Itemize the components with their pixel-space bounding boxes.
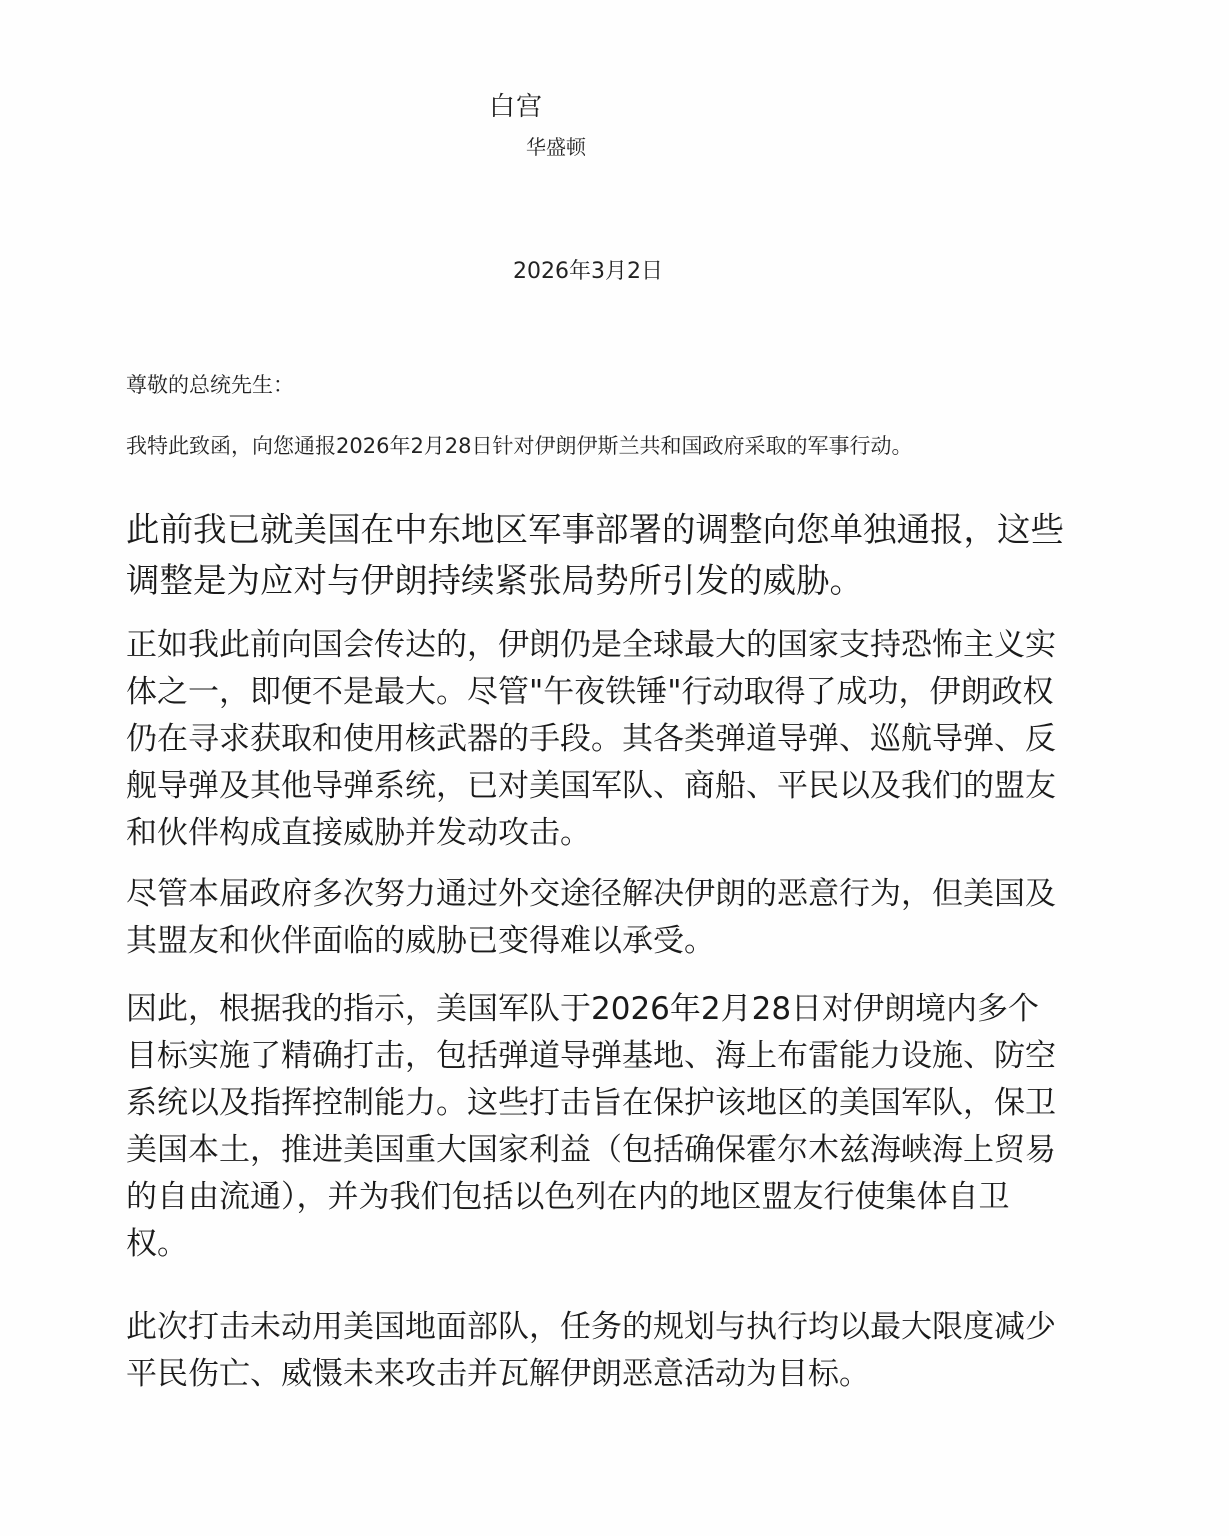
letter-date: 2026年3月2日	[513, 259, 663, 284]
body-paragraph-2: 正如我此前向国会传达的，伊朗仍是全球最大的国家支持恐怖主义实体之一，即便不是最大。尽管"午夜铁锤"行动取得了成功，伊朗政权仍在寻求获取和使用核武器的手段。其各类弹道导弹、巡航导弹、反舰导弹及其他导弹系统，已对美国军队、商船、平民以及我们的盟友和伙伴构成直接威胁并发动攻击。	[126, 627, 1056, 851]
body-paragraph-5: 此次打击未动用美国地面部队，任务的规划与执行均以最大限度减少平民伤亡、威慑未来攻击并瓦解伊朗恶意活动为目标。	[126, 1309, 1056, 1392]
salutation: 尊敬的总统先生：	[126, 373, 294, 397]
intro-paragraph: 我特此致函，向您通报2026年2月28日针对伊朗伊斯兰共和国政府采取的军事行动。	[126, 434, 913, 458]
letterhead-title: 白宫	[489, 92, 544, 122]
body-paragraph-1: 此前我已就美国在中东地区军事部署的调整向您单独通报，这些调整是为应对与伊朗持续紧张局势所引发的威胁。	[126, 510, 1064, 600]
body-paragraph-3: 尽管本届政府多次努力通过外交途径解决伊朗的恶意行为，但美国及其盟友和伙伴面临的威胁已变得难以承受。	[126, 876, 1056, 959]
letterhead-city: 华盛顿	[526, 135, 586, 159]
body-paragraph-4: 因此，根据我的指示，美国军队于2026年2月28日对伊朗境内多个目标实施了精确打击，包括弹道导弹基地、海上布雷能力设施、防空系统以及指挥控制能力。这些打击旨在保护该地区的美国军队，保卫美国本土，推进美国重大国家利益（包括确保霍尔木兹海峡海上贸易的自由流通），并为我们包括以色列在内的地区盟友行使集体自卫权。	[126, 991, 1056, 1262]
